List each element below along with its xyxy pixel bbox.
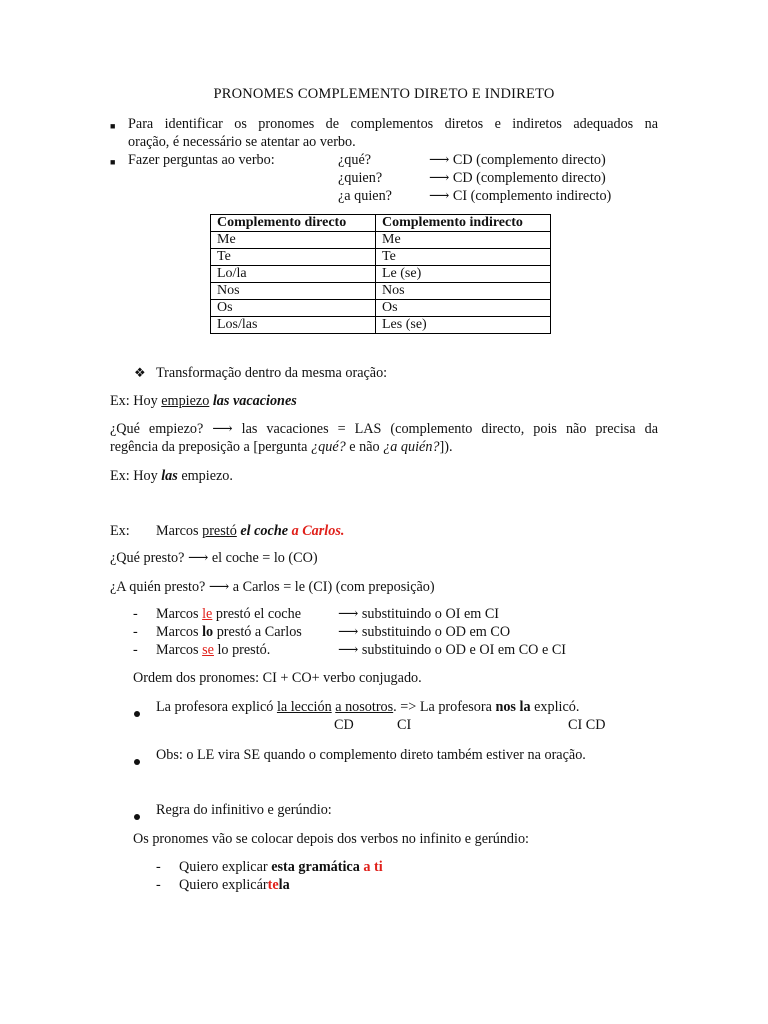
table-cell: Nos <box>211 283 376 300</box>
table-cell: Te <box>376 249 551 266</box>
example-4-text: La profesora explicó <box>156 699 277 715</box>
dash-icon: - <box>133 642 138 658</box>
explanation-text: regência da preposição a [pergunta <box>110 439 312 455</box>
question-what: ¿Qué presto? ⟶ el coche = lo (CO) <box>110 550 318 566</box>
infinitive-example-2 <box>179 876 290 894</box>
dash-item-text: Marcos <box>156 642 203 658</box>
label-ci: CI <box>397 717 412 733</box>
dash-item-text: Marcos <box>156 624 203 640</box>
dash-icon: - <box>156 877 161 893</box>
example-3-indirect: a Carlos. <box>291 523 345 539</box>
infinitive-indirect: a ti <box>363 859 383 875</box>
table-row <box>211 317 551 334</box>
table-header-cell: Complemento directo <box>211 215 376 232</box>
table-cell: Me <box>211 232 376 249</box>
square-bullet-icon: ■ <box>110 121 116 131</box>
table-header-cell: Complemento indirecto <box>376 215 551 232</box>
dash-item-pronoun: le <box>202 606 213 622</box>
dash-item-text: lo prestó. <box>213 642 271 658</box>
question-1: ¿qué? <box>338 152 372 168</box>
example-3-object: el coche <box>240 523 289 539</box>
dash-icon: - <box>133 624 138 640</box>
dash-item-text: prestó a Carlos <box>213 624 302 640</box>
example-4-pronouns: nos la <box>495 699 531 715</box>
example-2-pronoun: las <box>161 468 178 484</box>
example-1 <box>110 392 297 410</box>
question-1-answer: ⟶ CD (complemento directo) <box>429 152 606 168</box>
obs-note: Obs: o LE vira SE quando o complemento direto também estiver na oração. <box>156 747 586 763</box>
table-cell: Os <box>376 300 551 317</box>
question-2-answer: ⟶ CD (complemento directo) <box>429 170 606 186</box>
table-row <box>211 283 551 300</box>
example-3-label: Ex: <box>110 523 130 539</box>
dash-item-3 <box>156 641 270 659</box>
example-3-subject: Marcos <box>156 523 203 539</box>
example-1-prefix: Ex: Hoy <box>110 393 162 409</box>
table-row <box>211 300 551 317</box>
example-4 <box>156 698 579 716</box>
dash-icon: - <box>133 606 138 622</box>
table-cell: Nos <box>376 283 551 300</box>
dash-item-pronoun: lo <box>202 624 214 640</box>
dash-item-3-note: ⟶ substituindo o OD e OI em CO e CI <box>338 642 567 658</box>
dot-bullet-icon <box>134 807 140 825</box>
example-1-object: las vacaciones <box>212 393 297 409</box>
example-4-ci: a nosotros <box>335 699 394 715</box>
dash-item-2-note: ⟶ substituindo o OD em CO <box>338 624 511 640</box>
table-row <box>211 232 551 249</box>
pronoun-order: Ordem dos pronomes: CI + CO+ verbo conjugado. <box>133 670 422 686</box>
question-3-answer: ⟶ CI (complemento indirecto) <box>429 188 612 204</box>
infinitive-pronoun-la: la <box>278 877 290 893</box>
explanation-line-1: ¿Qué empiezo? ⟶ las vacaciones = LAS (complemento directo, pois não precisa da <box>110 421 658 437</box>
question-whom: ¿A quién presto? ⟶ a Carlos = le (CI) (com preposição) <box>110 579 435 595</box>
page-title: PRONOMES COMPLEMENTO DIRETO E INDIRETO <box>213 86 555 102</box>
table-cell: Te <box>211 249 376 266</box>
square-bullet-icon: ■ <box>110 157 116 167</box>
question-3: ¿a quien? <box>338 188 392 204</box>
label-cd: CD <box>334 717 354 733</box>
example-3-verb: prestó <box>202 523 237 539</box>
intro-bullet-2-label: Fazer perguntas ao verbo: <box>128 152 275 168</box>
diamond-bullet-icon: ❖ <box>134 365 146 380</box>
dot-bullet-icon <box>134 752 140 770</box>
infinitive-object: esta gramática <box>271 859 360 875</box>
dash-item-2 <box>156 623 302 641</box>
infinitive-text: Quiero explicár <box>179 877 268 893</box>
dash-item-text: Marcos <box>156 606 199 622</box>
table-row <box>211 266 551 283</box>
example-4-text: explicó. <box>530 699 580 715</box>
infinitive-example-1 <box>179 858 383 876</box>
intro-bullet-1-line-2: oração, é necessário se atentar ao verbo. <box>128 134 356 150</box>
explanation-text: ]). <box>439 439 453 455</box>
table-cell: Les (se) <box>376 317 551 334</box>
example-2-prefix: Ex: Hoy <box>110 468 162 484</box>
label-ci-cd: CI CD <box>568 717 606 733</box>
example-3 <box>156 522 344 540</box>
section-1-heading: Transformação dentro da mesma oração: <box>156 365 388 381</box>
example-4-cd: la lección <box>276 699 332 715</box>
infinitive-pronoun-te: te <box>267 877 279 893</box>
table-cell: Os <box>211 300 376 317</box>
table-cell: Lo/la <box>211 266 376 283</box>
dash-item-pronoun: se <box>202 642 214 658</box>
section-3-text: Os pronomes vão se colocar depois dos verbos no infinito e gerúndio: <box>133 831 529 847</box>
example-4-text: . => La profesora <box>393 699 496 715</box>
example-2 <box>110 467 233 485</box>
intro-bullet-1-line-1: Para identificar os pronomes de complementos diretos e indiretos adequados na <box>128 116 658 132</box>
example-1-verb: empiezo <box>161 393 210 409</box>
dash-item-1-note: ⟶ substituindo o OI em CI <box>338 606 500 622</box>
table-cell: Los/las <box>211 317 376 334</box>
dash-item-1 <box>156 605 301 623</box>
explanation-line-2 <box>110 438 453 456</box>
table-cell: Le (se) <box>376 266 551 283</box>
section-3-heading: Regra do infinitivo e gerúndio: <box>156 802 332 818</box>
table-header-row <box>211 215 551 232</box>
explanation-text: e não <box>345 439 384 455</box>
table-cell: Me <box>376 232 551 249</box>
dot-bullet-icon <box>134 704 140 722</box>
example-2-suffix: empiezo. <box>177 468 233 484</box>
explanation-question: ¿a quién? <box>383 439 440 455</box>
table-row <box>211 249 551 266</box>
dash-icon: - <box>156 859 161 875</box>
infinitive-text: Quiero explicar <box>179 859 272 875</box>
dash-item-text: prestó el coche <box>212 606 301 622</box>
question-2: ¿quien? <box>338 170 383 186</box>
explanation-question: ¿qué? <box>311 439 346 455</box>
pronoun-table <box>210 214 551 334</box>
